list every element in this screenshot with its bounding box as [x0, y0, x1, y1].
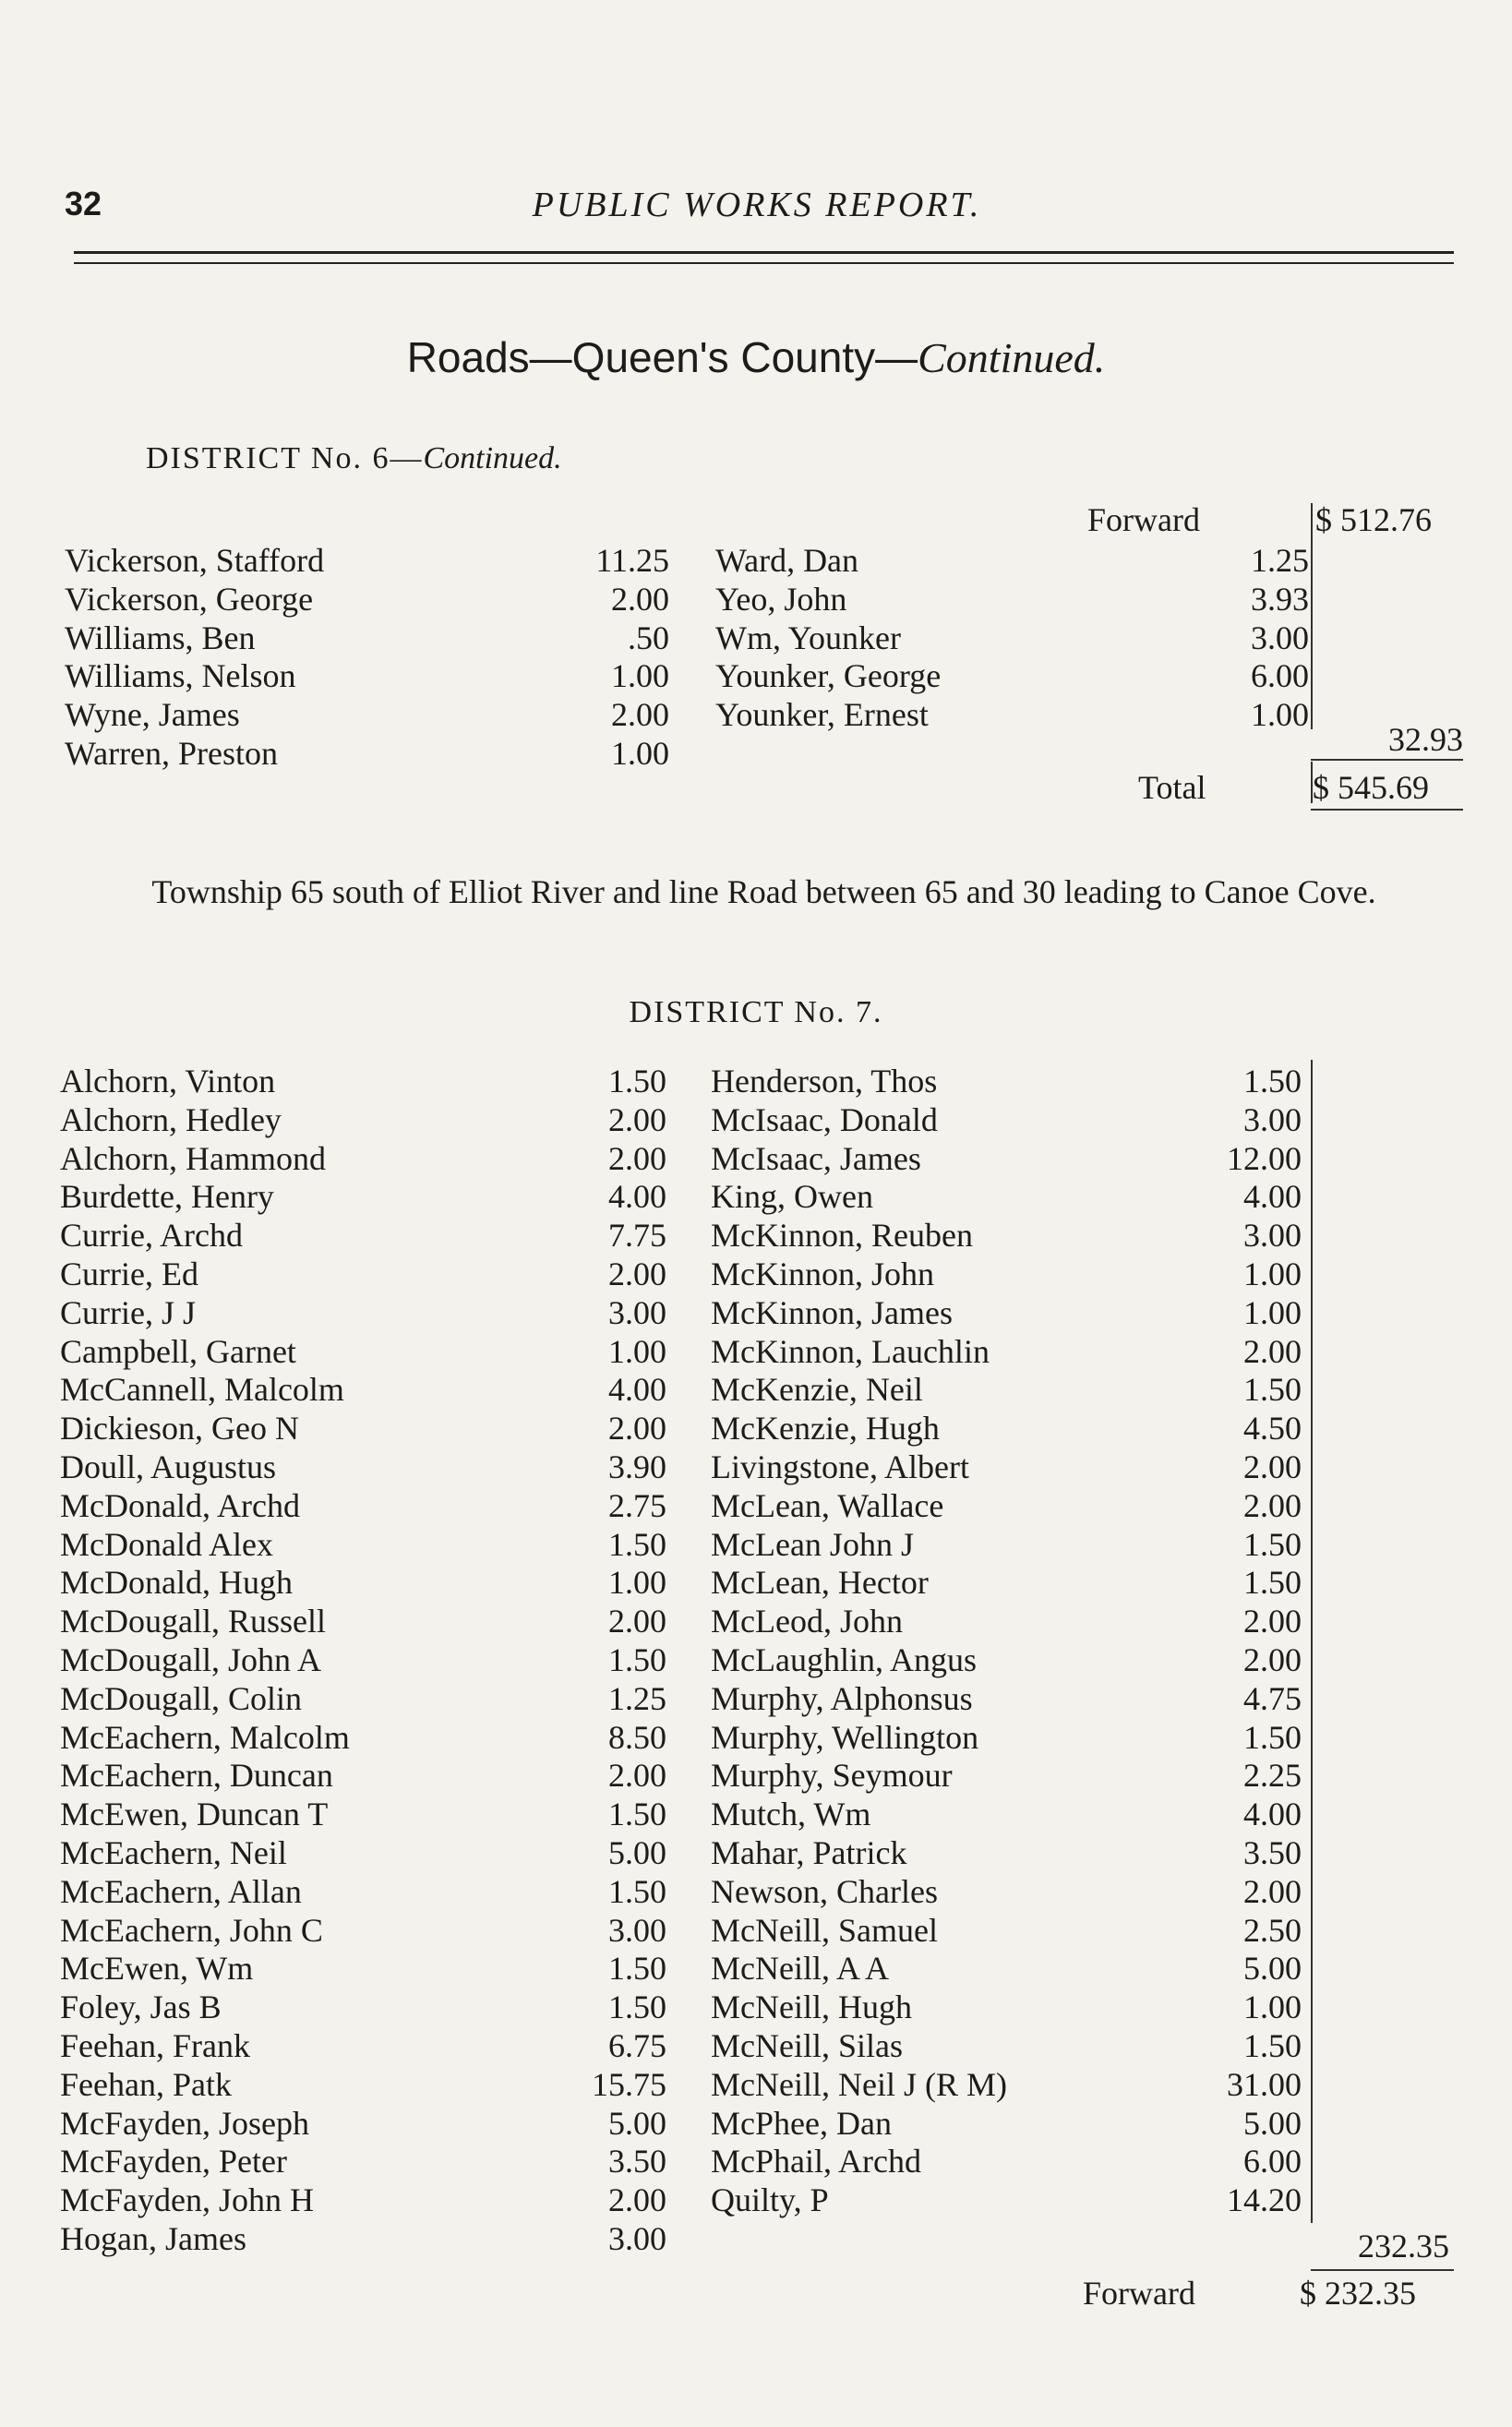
payee-name: McCannell, Malcolm: [60, 1371, 344, 1409]
payment-amount: 1.50: [608, 1988, 666, 2026]
payee-name: McEachern, Duncan: [60, 1757, 333, 1795]
district-6-heading: [146, 441, 562, 476]
payment-amount: 6.00: [1243, 2143, 1302, 2181]
payee-name: McIsaac, James: [711, 1139, 921, 1177]
district-6-subtotal-rule: [1311, 759, 1463, 761]
list-item: [0, 2142, 1512, 2181]
list-item: [0, 1988, 1512, 2026]
list-item: [0, 580, 1512, 619]
payee-name: McKinnon, Lauchlin: [711, 1332, 990, 1370]
payment-amount: 15.75: [592, 2065, 666, 2103]
payment-amount: 4.50: [1243, 1410, 1302, 1448]
payee-name: McEwen, Wm: [60, 1950, 254, 1988]
payee-name: Feehan, Patk: [60, 2065, 232, 2103]
payee-name: McFayden, Peter: [60, 2143, 287, 2181]
list-item: [0, 1293, 1512, 1332]
payment-amount: 4.75: [1243, 1679, 1302, 1717]
payee-name: Williams, Ben: [65, 619, 256, 656]
list-item: [0, 1640, 1512, 1679]
payee-name: McNeill, A A: [711, 1950, 890, 1988]
payee-name: McLeod, John: [711, 1603, 903, 1640]
payee-name: McKinnon, John: [711, 1256, 934, 1292]
list-item: [0, 656, 1512, 695]
payee-name: McKinnon, James: [711, 1293, 953, 1331]
payment-amount: 2.50: [1243, 1911, 1302, 1949]
payment-amount: 6.00: [1251, 657, 1309, 695]
payee-name: McEachern, Malcolm: [60, 1718, 350, 1756]
payment-amount: 4.00: [608, 1371, 666, 1409]
payee-name: Wm, Younker: [715, 619, 902, 656]
payment-amount: 3.93: [1251, 580, 1309, 618]
payment-amount: 7.75: [608, 1217, 666, 1255]
total-amount: $ 545.69: [1313, 769, 1429, 806]
forward-amount-bottom: $ 232.35: [1300, 2275, 1416, 2312]
payment-amount: 1.25: [1251, 542, 1309, 579]
payment-amount: 5.00: [608, 2104, 666, 2142]
payment-amount: 5.00: [1243, 1950, 1302, 1988]
header-rule-double: [74, 262, 1454, 264]
payee-name: Younker, Ernest: [715, 696, 929, 734]
payment-amount: 1.50: [608, 1525, 666, 1563]
section-title: [0, 332, 1512, 382]
payment-amount: 1.50: [1243, 1525, 1302, 1563]
payee-name: King, Owen: [711, 1178, 873, 1216]
township-description: Township 65 south of Elliot River and line Road between 65 and 30 leading to Canoe Cove.: [151, 873, 1376, 910]
payee-name: Warren, Preston: [65, 735, 279, 772]
payment-amount: 2.00: [611, 580, 669, 618]
payment-amount: 2.00: [608, 1139, 666, 1177]
payee-name: McDonald Alex: [60, 1525, 273, 1563]
payment-amount: 2.00: [608, 1757, 666, 1795]
district-7-subtotal: 232.35: [1358, 2228, 1449, 2265]
payment-amount: 3.00: [1243, 1217, 1302, 1255]
payee-name: Currie, J J: [60, 1293, 196, 1331]
payee-name: McNeill, Neil J (R M): [711, 2065, 1007, 2103]
payment-amount: 1.50: [1243, 1063, 1302, 1099]
payment-amount: 1.50: [608, 1950, 666, 1988]
payee-name: Newson, Charles: [711, 1872, 938, 1910]
payee-name: Wyne, James: [65, 696, 240, 734]
payee-name: Younker, George: [715, 657, 942, 695]
district-7-subtotal-rule: [1311, 2269, 1454, 2271]
payee-name: Yeo, John: [715, 580, 847, 618]
list-item: [0, 2219, 1512, 2258]
payment-amount: 1.50: [1243, 1718, 1302, 1756]
payee-name: Hogan, James: [60, 2220, 246, 2257]
payee-name: Currie, Ed: [60, 1256, 198, 1292]
payee-name: McPhail, Archd: [711, 2143, 921, 2181]
list-item: [0, 1795, 1512, 1833]
list-item: [0, 1216, 1512, 1255]
list-item: [0, 1409, 1512, 1448]
payee-name: Henderson, Thos: [711, 1063, 938, 1099]
payment-amount: 3.50: [608, 2143, 666, 2181]
payment-amount: 3.50: [1243, 1834, 1302, 1871]
payee-name: McDougall, Russell: [60, 1603, 326, 1640]
list-item: [0, 1911, 1512, 1950]
payment-amount: 2.75: [608, 1486, 666, 1524]
district-6-heading-continued: Continued.: [423, 441, 562, 475]
list-item: [0, 1255, 1512, 1293]
payment-amount: 1.00: [611, 657, 669, 695]
section-title-continued: Continued.: [918, 334, 1106, 381]
list-item: [0, 1563, 1512, 1602]
payee-name: McNeill, Samuel: [711, 1911, 938, 1949]
payment-amount: 3.00: [608, 1911, 666, 1949]
list-item: [0, 541, 1512, 580]
list-item: [0, 1139, 1512, 1178]
payment-amount: 14.20: [1227, 2181, 1302, 2219]
payee-name: Feehan, Frank: [60, 2027, 250, 2064]
payee-name: McEachern, John C: [60, 1911, 323, 1949]
payment-amount: 2.00: [1243, 1448, 1302, 1485]
payment-amount: 1.00: [1251, 696, 1309, 734]
payment-amount: 2.00: [1243, 1641, 1302, 1678]
payment-amount: 1.25: [608, 1679, 666, 1717]
payee-name: Doull, Augustus: [60, 1448, 277, 1485]
payment-amount: 3.00: [608, 2220, 666, 2257]
section-title-text: Roads—Queen's County—: [406, 333, 918, 381]
payee-name: Mutch, Wm: [711, 1796, 871, 1833]
list-item: [0, 1756, 1512, 1795]
running-title: PUBLIC WORKS REPORT.: [532, 186, 982, 224]
district-6-total-rule-bottom: [1311, 809, 1463, 811]
list-item: [0, 1062, 1512, 1100]
payment-amount: 4.00: [608, 1178, 666, 1216]
list-item: [0, 619, 1512, 657]
payment-amount: 1.50: [608, 1872, 666, 1910]
list-item: [0, 1949, 1512, 1988]
payment-amount: 8.50: [608, 1718, 666, 1756]
payment-amount: 3.90: [608, 1448, 666, 1485]
district-7-sum-rule: [1311, 1060, 1313, 2223]
payment-amount: 1.50: [608, 1796, 666, 1833]
payee-name: Murphy, Seymour: [711, 1757, 953, 1795]
payee-name: Alchorn, Hedley: [60, 1100, 282, 1138]
payee-name: McEachern, Neil: [60, 1834, 287, 1871]
payee-name: McDougall, Colin: [60, 1679, 302, 1717]
payment-amount: 3.00: [1243, 1100, 1302, 1138]
list-item: [0, 1448, 1512, 1486]
page-header: [60, 185, 1454, 240]
payee-name: Foley, Jas B: [60, 1988, 222, 2026]
payment-amount: 5.00: [608, 1834, 666, 1871]
payment-amount: .50: [628, 619, 669, 656]
payment-amount: 2.00: [608, 1410, 666, 1448]
list-item: [0, 2104, 1512, 2143]
payee-name: Vickerson, Stafford: [65, 542, 325, 579]
payee-name: McFayden, Joseph: [60, 2104, 309, 2142]
list-item: [0, 1602, 1512, 1640]
payee-name: McLaughlin, Angus: [711, 1641, 977, 1678]
payee-name: Dickieson, Geo N: [60, 1410, 299, 1448]
payee-name: McDonald, Archd: [60, 1486, 300, 1524]
payment-amount: 1.50: [608, 1641, 666, 1678]
payee-name: Quilty, P: [711, 2181, 829, 2219]
header-rule: [74, 251, 1454, 254]
payment-amount: 31.00: [1227, 2065, 1302, 2103]
payee-name: McEachern, Allan: [60, 1872, 302, 1910]
payment-amount: 11.25: [595, 542, 669, 579]
forward-label: Forward: [1087, 501, 1200, 538]
payee-name: Currie, Archd: [60, 1217, 243, 1255]
payment-amount: 2.00: [608, 1100, 666, 1138]
payment-amount: 1.00: [1243, 1256, 1302, 1292]
payment-amount: 1.00: [608, 1332, 666, 1370]
payment-amount: 1.00: [1243, 1988, 1302, 2026]
payee-name: McNeill, Silas: [711, 2027, 903, 2064]
payment-amount: 2.00: [608, 1256, 666, 1292]
payee-name: McEwen, Duncan T: [60, 1796, 329, 1833]
district-6-sum-rule: [1311, 503, 1313, 729]
list-item: [0, 2026, 1512, 2065]
payment-amount: 2.00: [1243, 1332, 1302, 1370]
list-item: [0, 2065, 1512, 2104]
payee-name: Alchorn, Vinton: [60, 1063, 276, 1099]
district-7-heading: DISTRICT No. 7.: [629, 995, 883, 1029]
district-6-heading-text: DISTRICT No. 6—: [146, 441, 424, 475]
list-item: [0, 1679, 1512, 1718]
payee-name: Murphy, Alphonsus: [711, 1679, 973, 1717]
payment-amount: 2.00: [1243, 1872, 1302, 1910]
payment-amount: 1.50: [1243, 1371, 1302, 1409]
payment-amount: 2.00: [1243, 1603, 1302, 1640]
payee-name: Williams, Nelson: [65, 657, 296, 695]
payee-name: McLean John J: [711, 1525, 914, 1563]
payee-name: McKinnon, Reuben: [711, 1217, 973, 1255]
payment-amount: 2.00: [611, 696, 669, 734]
payment-amount: 1.00: [611, 735, 669, 772]
payee-name: McKenzie, Hugh: [711, 1410, 940, 1448]
payment-amount: 1.00: [608, 1564, 666, 1602]
payee-name: Alchorn, Hammond: [60, 1139, 326, 1177]
list-item: [0, 1718, 1512, 1757]
payee-name: McNeill, Hugh: [711, 1988, 912, 2026]
list-item: [0, 2181, 1512, 2219]
list-item: [0, 695, 1512, 734]
payment-amount: 1.00: [1243, 1293, 1302, 1331]
payment-amount: 12.00: [1227, 1139, 1302, 1177]
list-item: [0, 1872, 1512, 1911]
forward-label-bottom: Forward: [1083, 2275, 1195, 2312]
payment-amount: 3.00: [1251, 619, 1309, 656]
payee-name: McFayden, John H: [60, 2181, 314, 2219]
payment-amount: 3.00: [608, 1293, 666, 1331]
payee-name: Vickerson, George: [65, 580, 314, 618]
payee-name: Mahar, Patrick: [711, 1834, 907, 1871]
payee-name: McKenzie, Neil: [711, 1371, 923, 1409]
forward-amount: $ 512.76: [1315, 501, 1432, 538]
payee-name: Campbell, Garnet: [60, 1332, 296, 1370]
payee-name: McDonald, Hugh: [60, 1564, 293, 1602]
payment-amount: 2.00: [608, 2181, 666, 2219]
list-item: [0, 1525, 1512, 1564]
list-item: [0, 1370, 1512, 1409]
list-item: [0, 1100, 1512, 1139]
payment-amount: 2.25: [1243, 1757, 1302, 1795]
payment-amount: 2.00: [608, 1603, 666, 1640]
district-6-subtotal: 32.93: [1388, 721, 1463, 758]
payment-amount: 2.00: [1243, 1486, 1302, 1524]
payment-amount: 1.50: [1243, 2027, 1302, 2064]
payment-amount: 4.00: [1243, 1796, 1302, 1833]
list-item: [0, 734, 1512, 773]
payment-amount: 6.75: [608, 2027, 666, 2064]
payee-name: McLean, Wallace: [711, 1486, 944, 1524]
payee-name: McPhee, Dan: [711, 2104, 892, 2142]
payee-name: Ward, Dan: [715, 542, 859, 579]
payee-name: McDougall, John A: [60, 1641, 321, 1678]
payment-amount: 1.50: [608, 1063, 666, 1099]
payment-amount: 5.00: [1243, 2104, 1302, 2142]
page-number: 32: [65, 185, 102, 222]
list-item: [0, 1486, 1512, 1525]
total-label: Total: [1138, 769, 1206, 806]
payee-name: Livingstone, Albert: [711, 1448, 969, 1485]
payment-amount: 1.50: [1243, 1564, 1302, 1602]
list-item: [0, 1833, 1512, 1872]
payment-amount: 4.00: [1243, 1178, 1302, 1216]
list-item: [0, 1332, 1512, 1371]
payee-name: Burdette, Henry: [60, 1178, 274, 1216]
payee-name: Murphy, Wellington: [711, 1718, 979, 1756]
payee-name: McLean, Hector: [711, 1564, 929, 1602]
payee-name: McIsaac, Donald: [711, 1100, 938, 1138]
list-item: [0, 1177, 1512, 1216]
